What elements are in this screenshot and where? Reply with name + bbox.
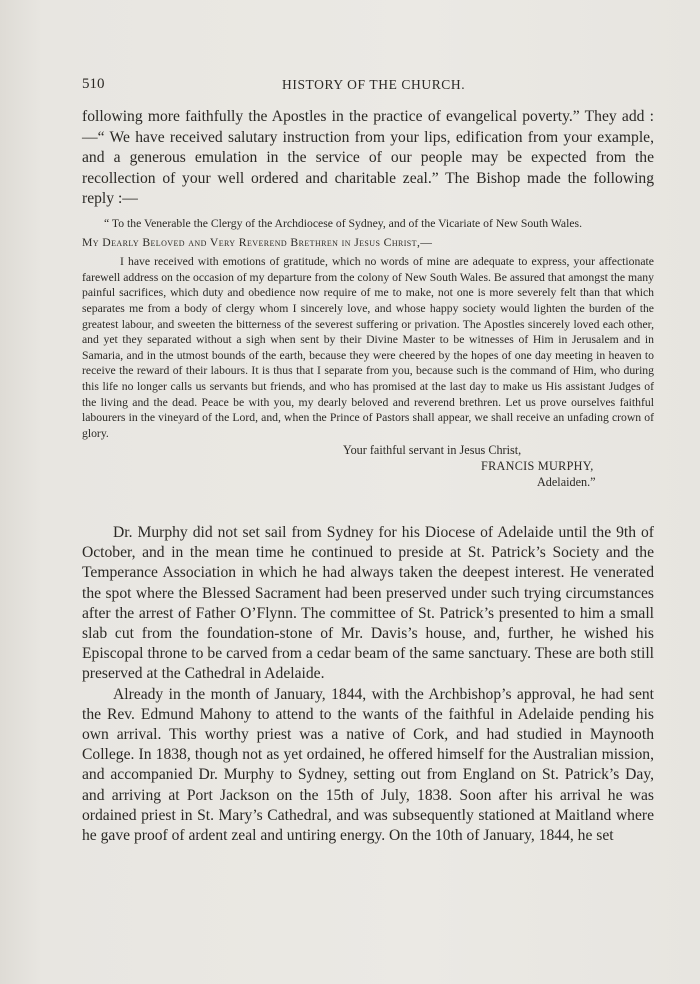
letter-closing: Your faithful servant in Jesus Christ,	[343, 443, 522, 458]
letter-signature: FRANCIS MURPHY,	[481, 458, 594, 473]
lead-paragraph: following more faithfully the Apostles in the practice of evangelical poverty.” They add :—“ We have received salutary instruction from your lips, edification from your example, and a generous emulation in the service of our people may be expected from the recollection of your well ordered and charitable zeal.” The Bishop made the following reply :—	[82, 108, 654, 208]
running-title: HISTORY OF THE CHURCH.	[282, 77, 466, 92]
letter-body: I have received with emotions of gratitude, which no words of mine are adequate to express, your affectionate farewell address on the occasion of my departure from the colony of New South Wales. Be assured that amongst the many painful sacrifices, which duty and obedience now require of me to make, not one is more severely felt than that which separates me from a body of clergy whom I sincerely love, and whose happy society would lighten the burden of the greatest labour, and sweeten the bitterness of the severest suffering or privation. The Apostles sincerely loved each other, and yet they separated without a sigh when sent by their Divine Master to be witnesses of Him in Jerusalem and in Samaria, and in the utmost bounds of the earth, because they were cheered by the hopes of one day meeting in heaven to receive the reward of their labours. It is thus that I separate from you, because such is the command of Him, who during this life no longer calls us servants but friends, and who has promised at the last day to make us His assistant Judges of the living and the dead. Peace be with you, my dearly beloved and reverend brethren. Let us prove ourselves faithful labourers in the vineyard of the Lord, and, when the Prince of Pastors shall appear, we shall receive an unfading crown of glory.	[82, 255, 654, 440]
body-paragraph: Dr. Murphy did not set sail from Sydney for his Diocese of Adelaide until the 9th of October, and in the mean time he continued to preside at St. Patrick’s Society and the Temperance Association in which he had always taken the deepest interest. He venerated the spot where the Blessed Sacrament had been preserved under such trying circumstances after the arrest of Father O’Flynn. The committee of St. Patrick’s presented to him a small slab cut from the foundation-stone of Mr. Davis’s house, and, further, he wished his Episcopal throne to be carved from a cedar beam of the same sanctuary. These are both still preserved at the Cathedral in Adelaide.	[82, 524, 654, 683]
body-paragraph: Already in the month of January, 1844, with the Archbishop’s approval, he had sent the Rev. Edmund Mahony to attend to the wants of the faithful in Adelaide pending his own arrival. This worthy priest was a native of Cork, and had studied in Maynooth College. In 1838, though not as yet ordained, he offered himself for the Australian mission, and accompanied Dr. Murphy to Sydney, setting out from England on St. Patrick’s Day, and arriving at Port Jackson on the 15th of July, 1838. Soon after his arrival he was ordained priest in St. Mary’s Cathedral, and was subsequently stationed at Maitland where he gave proof of ardent zeal and untiring energy. On the 10th of January, 1844, he set	[82, 685, 654, 845]
letter-place: Adelaiden.”	[537, 474, 596, 489]
page-header	[82, 76, 652, 96]
page-number: 510	[82, 76, 105, 92]
letter-salutation: My Dearly Beloved and Very Reverend Brethren in Jesus Christ,—	[82, 235, 433, 249]
letter-address-line: “ To the Venerable the Clergy of the Archdiocese of Sydney, and of the Vicariate of New South Wales.	[104, 217, 582, 230]
quoted-letter	[82, 216, 654, 490]
main-text	[82, 523, 654, 846]
